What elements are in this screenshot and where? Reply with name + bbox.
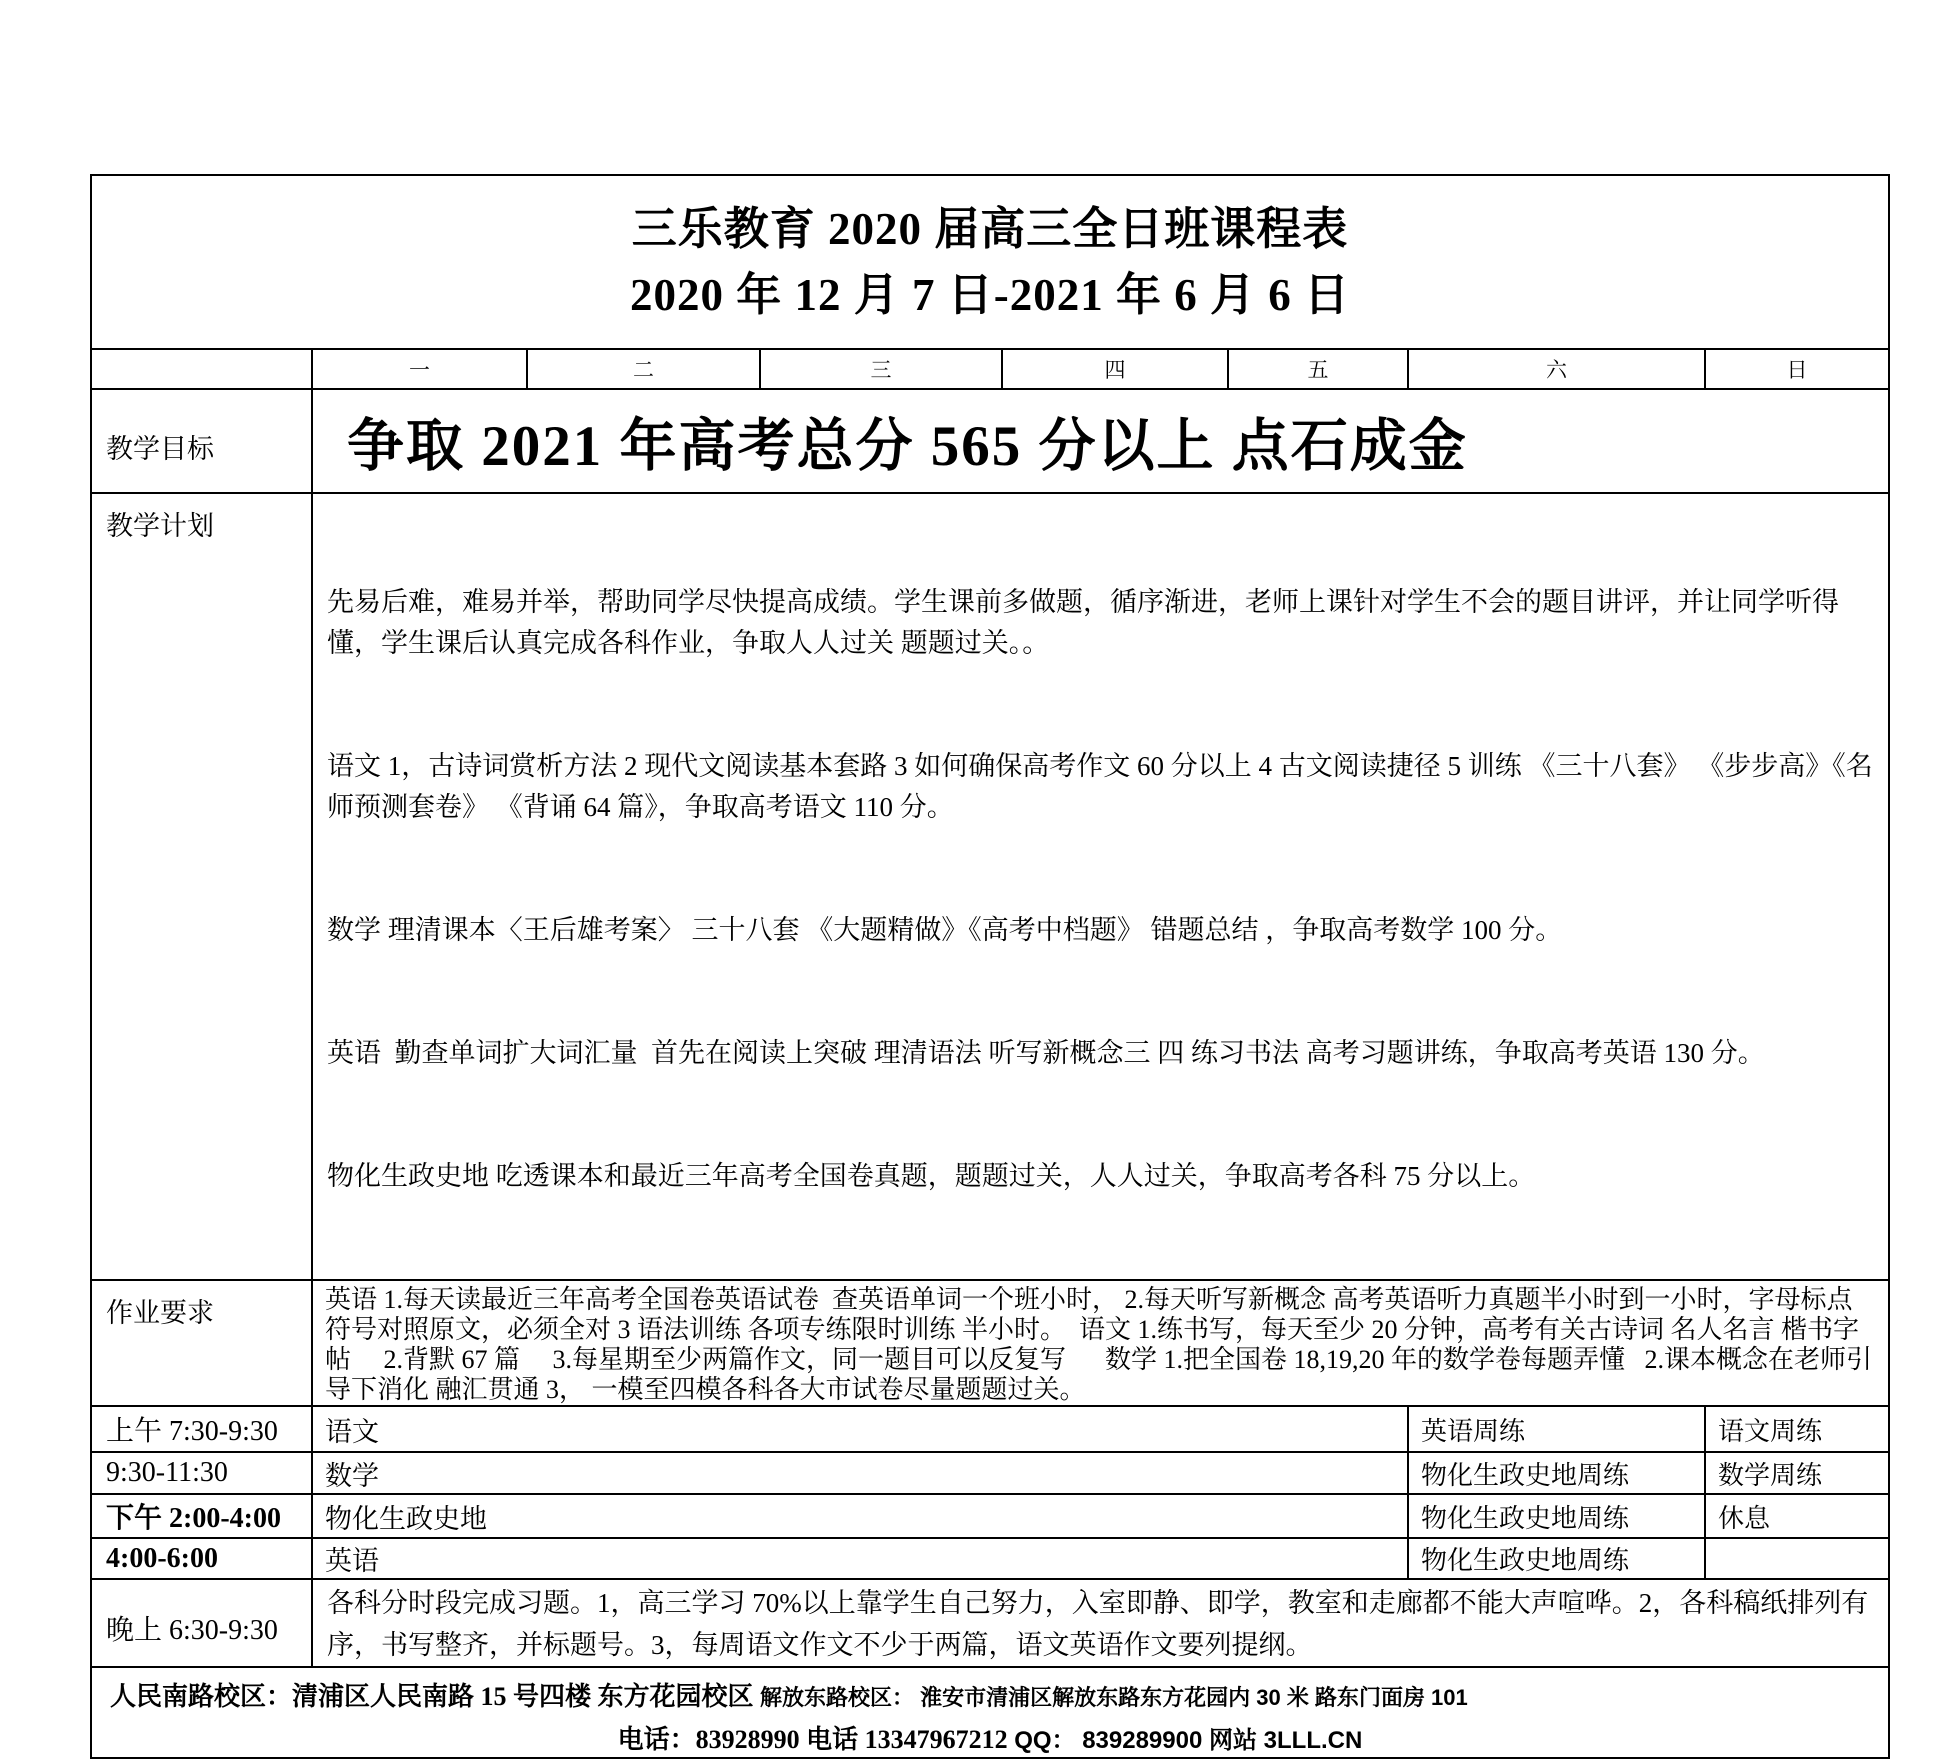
footer-row [91,1667,1889,1758]
schedule-row-morning2 [91,1452,1889,1494]
campus-address-renminnanlu: 人民南路校区：清浦区人民南路 15 号四楼 东方花园校区 [110,1682,754,1711]
evening-rules: 各科分时段完成习题。1，高三学习 70%以上靠学生自己努力，入室即静、即学，教室和走廊都不能大声喧哗。2，各科稿纸排列有序，书写整齐，并标题号。3，每周语文作文不少于两篇，语文英语作文要列提纲。 [327,1588,1869,1660]
weekday-header-empty [91,349,312,389]
plan-row [91,493,1889,1280]
goal-label: 教学目标 [91,389,312,493]
saturday-activity: 物化生政史地周练 [1408,1538,1705,1579]
goal-content: 争取 2021 年高考总分 565 分以上 点石成金 [312,389,1889,493]
title-row [91,175,1889,349]
plan-paragraph-english: 英语 勤查单词扩大词汇量 首先在阅读上突破 理清语法 听写新概念三 四 练习书法 高考习题讲练，争取高考英语 130 分。 [327,1038,1765,1068]
timetable [90,174,1890,1759]
weekday-header-fri: 五 [1228,349,1408,389]
sunday-activity: 休息 [1705,1494,1889,1538]
campus-address-jiefangdonglu: 解放东路校区： 淮安市清浦区解放东路东方花园内 30 米 路东门面房 101 [760,1685,1468,1710]
weekday-header-wed: 三 [760,349,1002,389]
weekday-header-tue: 二 [527,349,760,389]
time-slot: 晚上 6:30-9:30 [91,1579,312,1667]
weekday-header-sun: 日 [1705,349,1889,389]
schedule-row-afternoon2 [91,1538,1889,1579]
saturday-activity: 英语周练 [1408,1406,1705,1452]
time-slot: 4:00-6:00 [91,1538,312,1579]
time-slot: 下午 2:00-4:00 [91,1494,312,1538]
phone-numbers: 电话：83928990 电话 13347967212 [617,1725,1008,1754]
footer-cell [91,1667,1889,1758]
plan-paragraph-sciences: 物化生政史地 吃透课本和最近三年高考全国卷真题，题题过关，人人过关，争取高考各科 75 分以上。 [327,1161,1536,1191]
contact-info [92,1719,1888,1756]
homework-content-cell [312,1280,1889,1406]
weekday-header-sat: 六 [1408,349,1705,389]
schedule-row-afternoon1 [91,1494,1889,1538]
plan-paragraph-chinese: 语文 1，古诗词赏析方法 2 现代文阅读基本套路 3 如何确保高考作文 60 分以上 4 古文阅读捷径 5 训练 《三十八套》 《步步高》《名师预测套卷》 《背诵 64 篇》，争取高考语文 110 分。 [327,751,1873,822]
weekday-header-row [91,349,1889,389]
sunday-activity: 语文周练 [1705,1406,1889,1452]
weekday-subject: 英语 [312,1538,1408,1579]
doc-date-range: 2020 年 12 月 7 日-2021 年 6 月 6 日 [630,270,1350,320]
weekday-header-mon: 一 [312,349,527,389]
doc-title: 三乐教育 2020 届高三全日班课程表 [631,204,1349,254]
goal-row [91,389,1889,493]
sunday-activity: 数学周练 [1705,1452,1889,1494]
plan-label: 教学计划 [91,493,312,1280]
schedule-row-morning1 [91,1406,1889,1452]
plan-paragraph-math: 数学 理清课本〈王后雄考案〉 三十八套 《大题精做》《高考中档题》 错题总结 ，争取高考数学 100 分。 [327,915,1563,945]
schedule-row-evening [91,1579,1889,1667]
saturday-activity: 物化生政史地周练 [1408,1494,1705,1538]
homework-label: 作业要求 [91,1280,312,1406]
plan-content-cell [312,493,1889,1280]
weekday-subject: 语文 [312,1406,1408,1452]
time-slot: 上午 7:30-9:30 [91,1406,312,1452]
weekday-subject: 物化生政史地 [312,1494,1408,1538]
qq-and-website: QQ： 839289900 网站 3LLL.CN [1014,1727,1363,1754]
weekday-subject: 数学 [312,1452,1408,1494]
homework-content: 英语 1.每天读最近三年高考全国卷英语试卷 查英语单词一个班小时， 2.每天听写新概念 高考英语听力真题半小时到一小时，字母标点符号对照原文，必须全对 3 语法训练 各项专练限时训练 半小时。 语文 1.练书写，每天至少 20 分钟，高考有关古诗词 名人名言 楷书字帖 2.背默 67 篇 3.每星期至少两篇作文，同一题目可以反复写 数学 1.把全国卷 18,19,20 年的数学卷每题弄懂 2.课本概念在老师引导下消化 融汇贯通 3， 一模至四模各科各大市试卷尽量题题过关。 [325,1285,1873,1404]
saturday-activity: 物化生政史地周练 [1408,1452,1705,1494]
time-slot: 9:30-11:30 [91,1452,312,1494]
evening-content-cell [312,1579,1889,1667]
weekday-header-thu: 四 [1002,349,1228,389]
plan-paragraph-general: 先易后难，难易并举，帮助同学尽快提高成绩。学生课前多做题，循序渐进，老师上课针对学生不会的题目讲评，并让同学听得懂，学生课后认真完成各科作业，争取人人过关 题题过关。。 [327,587,1839,658]
campus-addresses [92,1668,1888,1713]
homework-row [91,1280,1889,1406]
title-cell [91,175,1889,349]
sunday-activity [1705,1538,1889,1579]
